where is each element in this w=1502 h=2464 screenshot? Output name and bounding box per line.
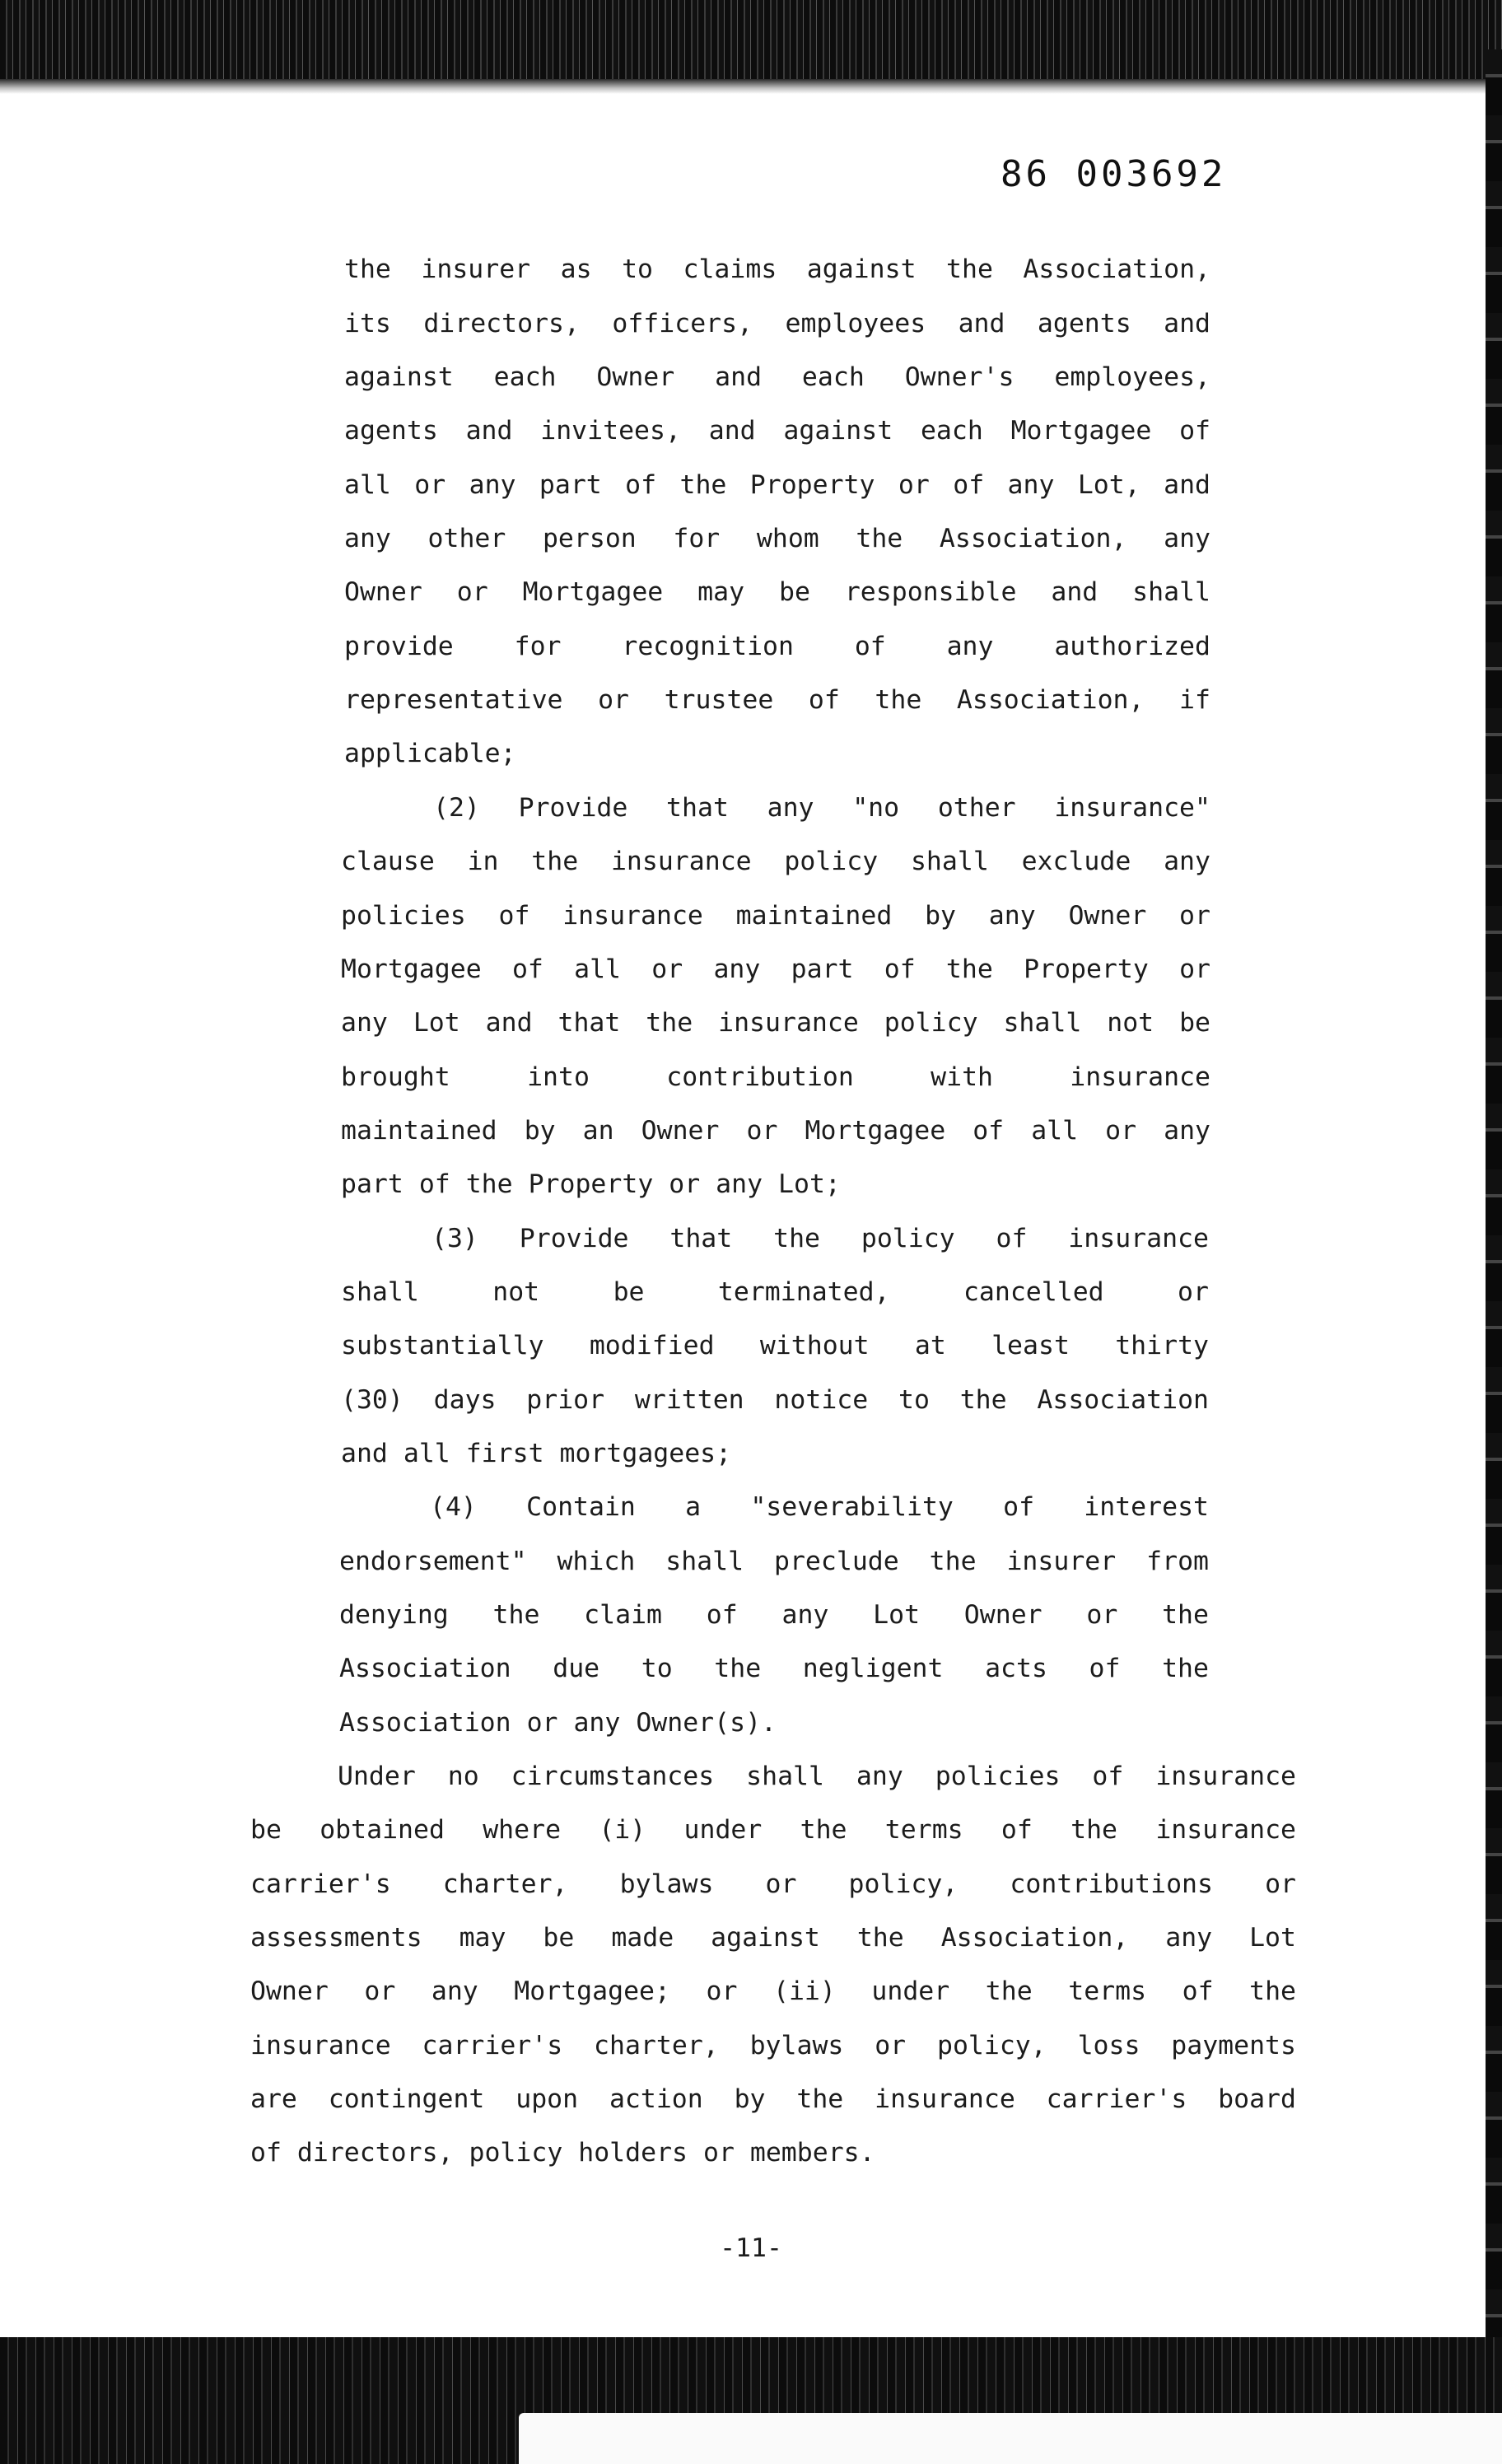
text-line: shall not be terminated, cancelled or <box>341 1277 1209 1307</box>
text-line: (2) Provide that any "no other insurance" <box>433 793 1210 823</box>
text-line: Association or any Owner(s). <box>339 1708 777 1738</box>
text-line: denying the claim of any Lot Owner or the <box>339 1600 1209 1630</box>
scan-border-right <box>1486 49 1502 2339</box>
text-line: and all first mortgagees; <box>341 1439 732 1468</box>
text-line: any other person for whom the Association, any <box>344 524 1210 553</box>
text-line: agents and invitees, and against each Mortgagee of <box>344 416 1210 446</box>
scan-border-top-edge <box>0 79 1502 94</box>
text-line: Under no circumstances shall any policies of insurance <box>338 1762 1296 1791</box>
text-line: clause in the insurance policy shall exclude any <box>341 847 1210 876</box>
text-line: be obtained where (i) under the terms of the insurance <box>250 1815 1296 1845</box>
text-line: carrier's charter, bylaws or policy, contributions or <box>250 1869 1296 1899</box>
text-line: representative or trustee of the Association, if <box>344 685 1210 715</box>
text-line: policies of insurance maintained by any Owner or <box>341 901 1210 931</box>
text-line: Association due to the negligent acts of the <box>339 1654 1209 1683</box>
text-line: any Lot and that the insurance policy shall not be <box>341 1008 1210 1038</box>
text-line: substantially modified without at least thirty <box>341 1331 1209 1360</box>
text-line: (4) Contain a "severability of interest <box>430 1492 1209 1522</box>
document-number: 86 003692 <box>1001 153 1227 195</box>
text-line: are contingent upon action by the insurance carrier's board <box>250 2084 1296 2114</box>
text-line: applicable; <box>344 739 516 768</box>
text-line: maintained by an Owner or Mortgagee of all or any <box>341 1116 1210 1146</box>
text-line: against each Owner and each Owner's employees, <box>344 362 1210 392</box>
text-line: (3) Provide that the policy of insurance <box>431 1224 1209 1253</box>
text-line: (30) days prior written notice to the Association <box>341 1385 1209 1415</box>
text-line: provide for recognition of any authorized <box>344 632 1210 661</box>
text-line: all or any part of the Property or of any Lot, and <box>344 470 1210 500</box>
text-line: Mortgagee of all or any part of the Property or <box>341 954 1210 984</box>
text-line: its directors, officers, employees and agents and <box>344 309 1210 338</box>
text-line: endorsement" which shall preclude the insurer from <box>339 1547 1209 1576</box>
scan-bottom-paper-edge <box>519 2413 1502 2464</box>
page-number: -11- <box>720 2233 782 2263</box>
text-line: insurance carrier's charter, bylaws or policy, loss payments <box>250 2031 1296 2060</box>
scan-border-top <box>0 0 1502 79</box>
text-line: Owner or Mortgagee may be responsible and shall <box>344 577 1210 607</box>
text-line: brought into contribution with insurance <box>341 1062 1210 1092</box>
text-line: part of the Property or any Lot; <box>341 1169 841 1199</box>
text-line: of directors, policy holders or members. <box>250 2138 875 2168</box>
text-line: the insurer as to claims against the Association, <box>344 254 1210 284</box>
text-line: Owner or any Mortgagee; or (ii) under the terms of the <box>250 1976 1296 2006</box>
text-line: assessments may be made against the Association, any Lot <box>250 1923 1296 1953</box>
